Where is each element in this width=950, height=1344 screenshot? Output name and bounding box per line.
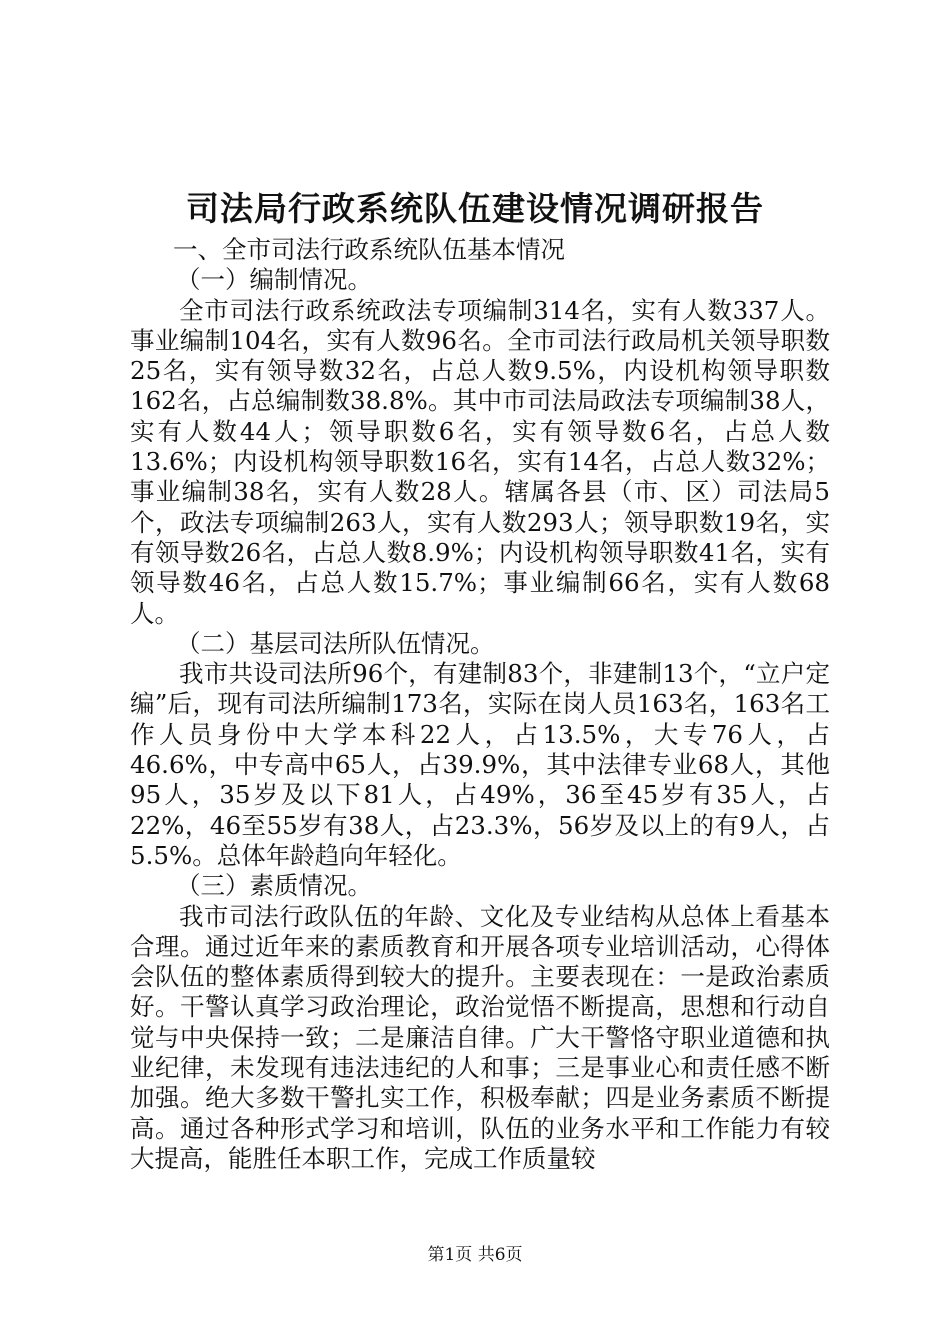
subsection-3-paragraph: 我市司法行政队伍的年龄、文化及专业结构从总体上看基本合理。通过近年来的素质教育和开展各项专业培训活动，心得体会队伍的整体素质得到较大的提升。主要表现在：一是政治素质好。干警认真学习政治理论，政治觉悟不断提高，思想和行动自觉与中央保持一致；二是廉洁自律。广大干警恪守职业道德和执业纪律，未发现有违法违纪的人和事；三是事业心和责任感不断加强。绝大多数干警扎实工作，积极奉献；四是业务素质不断提高。通过各种形式学习和培训，队伍的业务水平和工作能力有较大提高，能胜任本职工作，完成工作质量较 (130, 901, 830, 1173)
subsection-2-paragraph: 我市共设司法所96个，有建制83个，非建制13个，“立户定编”后，现有司法所编制173名，实际在岗人员163名，163名工作人员身份中大学本科22人，占13.5%，大专76人，占46.6%，中专高中65人，占39.9%，其中法律专业68人，其他95人，35岁及以下81人，占49%，36至45岁有35人，占22%，46至55岁有38人，占23.3%，56岁及以上的有9人，占5.5%。总体年龄趋向年轻化。 (130, 659, 830, 870)
subsection-3-heading: （三）素质情况。 (176, 871, 372, 901)
subsection-1-paragraph: 全市司法行政系统政法专项编制314名，实有人数337人。事业编制104名，实有人数96名。全市司法行政局机关领导职数25名，实有领导数32名，占总人数9.5%，内设机构领导职数162名，占总编制数38.8%。其中市司法局政法专项编制38人，实有人数44人；领导职数6名，实有领导数6名，占总人数13.6%；内设机构领导职数16名，实有14名，占总人数32%；事业编制38名，实有人数28人。辖属各县（市、区）司法局5个，政法专项编制263人，实有人数293人；领导职数19名，实有领导数26名，占总人数8.9%；内设机构领导职数41名，实有领导数46名，占总人数15.7%；事业编制66名，实有人数68人。 (130, 295, 830, 628)
document-body (130, 235, 830, 1174)
subsection-1-heading: （一）编制情况。 (176, 265, 372, 295)
page-number-footer: 第1页 共6页 (427, 1245, 523, 1265)
section-1-heading: 一、全市司法行政系统队伍基本情况 (173, 235, 565, 264)
subsection-2-heading: （二）基层司法所队伍情况。 (176, 628, 495, 658)
document-title: 司法局行政系统队伍建设情况调研报告 (186, 189, 764, 228)
